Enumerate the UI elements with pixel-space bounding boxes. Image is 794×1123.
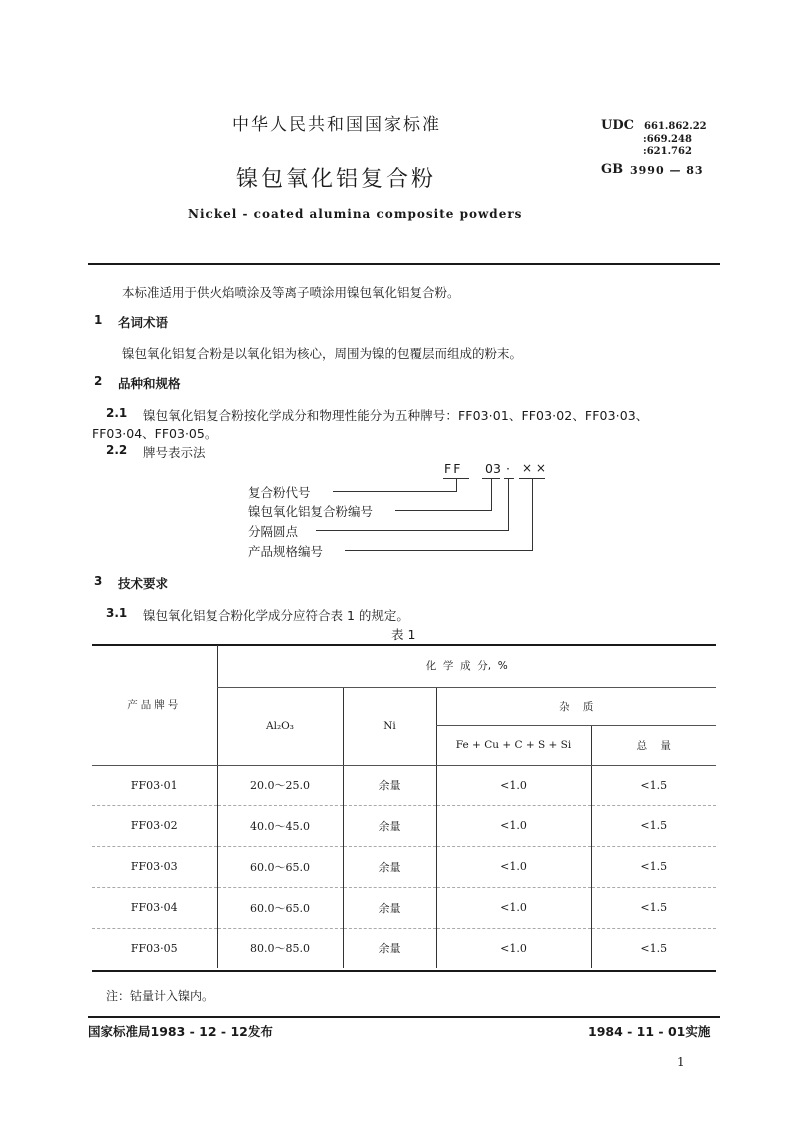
section-2-2-title: 牌号表示法	[143, 445, 206, 460]
section-2-1-text-cont: FF03·04、FF03·05。	[92, 426, 218, 441]
cell-grade: FF03·02	[92, 805, 217, 846]
cell-total: <1.5	[591, 765, 716, 805]
cell-total: <1.5	[591, 846, 716, 887]
table-bottom-rule	[92, 970, 716, 972]
designation-label-1: 复合粉代号	[248, 485, 311, 500]
section-1-number: 1	[94, 313, 103, 327]
designation-code-ff: FF	[444, 461, 463, 476]
cell-grade: FF03·04	[92, 887, 217, 928]
table-row	[92, 846, 716, 887]
udc-line-2: :669.248	[643, 134, 692, 145]
header-al2o3: Al₂O₃	[217, 687, 343, 765]
section-1-title: 名词术语	[118, 315, 169, 330]
table-row	[92, 765, 716, 805]
drop-03	[491, 478, 492, 510]
leader-2	[395, 510, 492, 511]
header-rule	[88, 263, 720, 265]
cell-al2o3: 80.0～85.0	[217, 928, 343, 968]
cell-total: <1.5	[591, 928, 716, 968]
footer-rule	[88, 1016, 720, 1018]
udc-label: UDC	[601, 118, 634, 133]
cell-impurity: <1.0	[436, 805, 591, 846]
drop-dot	[508, 478, 509, 530]
gb-label: GB	[601, 162, 624, 177]
drop-xx	[532, 478, 533, 550]
cell-total: <1.5	[591, 805, 716, 846]
page-title-en: Nickel - coated alumina composite powders	[188, 207, 523, 221]
designation-code-xx: × ×	[522, 461, 546, 475]
designation-label-4: 产品规格编号	[248, 544, 324, 559]
cell-al2o3: 60.0～65.0	[217, 846, 343, 887]
table-row	[92, 887, 716, 928]
issuer: 中华人民共和国国家标准	[232, 115, 441, 135]
leader-4	[345, 550, 533, 551]
section-3-1-number: 3.1	[106, 606, 128, 620]
section-3-1-text: 镍包氧化铝复合粉化学成分应符合表 1 的规定。	[143, 608, 409, 623]
intro-text: 本标准适用于供火焰喷涂及等离子喷涂用镍包氧化铝复合粉。	[122, 285, 460, 300]
cell-al2o3: 40.0～45.0	[217, 805, 343, 846]
cell-impurity: <1.0	[436, 928, 591, 968]
section-3-title: 技术要求	[118, 576, 169, 591]
cell-grade: FF03·03	[92, 846, 217, 887]
cell-ni: 余量	[343, 805, 436, 846]
cell-impurity: <1.0	[436, 765, 591, 805]
designation-label-3: 分隔圆点	[248, 524, 299, 539]
designation-code-dot: ·	[506, 461, 510, 476]
cell-al2o3: 20.0～25.0	[217, 765, 343, 805]
designation-label-2: 镍包氧化铝复合粉编号	[248, 504, 374, 519]
section-1-text: 镍包氧化铝复合粉是以氧化铝为核心，周围为镍的包覆层而组成的粉末。	[122, 346, 523, 361]
underline-dot	[504, 478, 514, 479]
cell-grade: FF03·01	[92, 765, 217, 805]
table-caption: 表 1	[391, 627, 416, 642]
cell-al2o3: 60.0～65.0	[217, 887, 343, 928]
section-2-number: 2	[94, 374, 103, 388]
udc-line-1: 661.862.22	[644, 121, 707, 132]
header-total: 总 量	[591, 725, 716, 765]
cell-impurity: <1.0	[436, 846, 591, 887]
effective-date: 1984 - 11 - 01实施	[588, 1024, 711, 1039]
cell-ni: 余量	[343, 846, 436, 887]
issue-date: 国家标准局1983 - 12 - 12发布	[88, 1024, 273, 1039]
cell-ni: 余量	[343, 928, 436, 968]
section-2-title: 品种和规格	[118, 376, 181, 391]
drop-ff	[456, 478, 457, 491]
cell-ni: 余量	[343, 887, 436, 928]
designation-code-03: 03	[485, 461, 501, 476]
leader-3	[316, 530, 509, 531]
cell-impurity: <1.0	[436, 887, 591, 928]
section-2-1-text: 镍包氧化铝复合粉按化学成分和物理性能分为五种牌号：FF03·01、FF03·02、FF03·03、	[143, 408, 649, 423]
header-chemical-composition: 化 学 成 分, %	[217, 645, 716, 687]
udc-line-3: :621.762	[643, 146, 692, 157]
header-impurity: 杂 质	[436, 687, 716, 725]
header-ni: Ni	[343, 687, 436, 765]
cell-grade: FF03·05	[130, 941, 178, 955]
cell-total: <1.5	[591, 887, 716, 928]
table-row	[92, 805, 716, 846]
gb-number: 3990 — 83	[630, 164, 704, 177]
section-2-2-number: 2.2	[106, 443, 128, 457]
header-grade: 产品牌号	[92, 645, 217, 765]
header-fe-cu-c-s-si: Fe + Cu + C + S + Si	[436, 725, 591, 765]
table-row	[92, 928, 716, 968]
leader-1	[333, 491, 457, 492]
page-title: 镍包氧化铝复合粉	[236, 167, 437, 192]
page-number: 1	[677, 1055, 685, 1069]
table-note: 注：钴量计入镍内。	[106, 989, 215, 1003]
section-2-1-number: 2.1	[106, 406, 128, 420]
cell-ni: 余量	[343, 765, 436, 805]
composition-table	[92, 645, 716, 968]
section-3-number: 3	[94, 574, 103, 588]
